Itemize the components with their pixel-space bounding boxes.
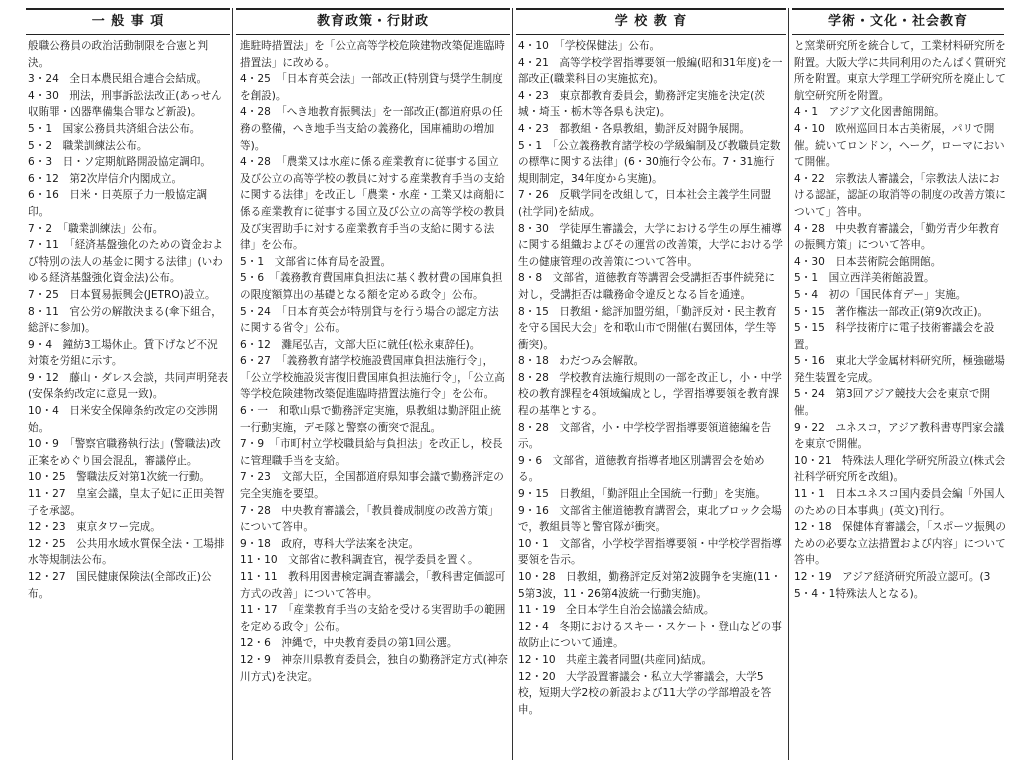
chronology-entry: 10・9 「警察官職務執行法」(警職法)改正案をめぐり国会混乱，審議停止。 bbox=[28, 438, 221, 467]
chronology-entry: 進駐時措置法」を「公立高等学校危険建物改築促進臨時措置法」に改める。 bbox=[240, 40, 505, 69]
chronology-entry: 4・23 東京都教育委員会，勤務評定実施を決定(茨城・埼玉・栃木等各県も決定)。 bbox=[518, 89, 765, 119]
chronology-entry: 5・24 「日本育英会が特別貸与を行う場合の認定方法に関する省令」公布。 bbox=[240, 305, 499, 335]
header-general: 一 般 事 項 bbox=[26, 8, 230, 35]
column-divider bbox=[232, 8, 233, 760]
chronology-entry: 9・4 鐘紡3工場休止。賃下げなど不況対策を労組に示す。 bbox=[28, 338, 218, 368]
chronology-entry: 12・19 アジア経済研究所設立認可。(35・4・1特殊法人となる)。 bbox=[794, 571, 991, 600]
chronology-entry: 10・1 文部省，小学校学習指導要領・中学校学習指導要領を告示。 bbox=[518, 537, 782, 567]
column-culture bbox=[794, 38, 1006, 760]
chronology-entry: 10・4 日米安全保障条約改定の交渉開始。 bbox=[28, 405, 218, 434]
chronology-entry: 6・12 第2次岸信介内閣成立。 bbox=[28, 172, 183, 185]
chronology-entry: 12・23 東京タワー完成。 bbox=[28, 521, 161, 534]
chronology-entry: 4・30 日本芸術院会館開館。 bbox=[794, 255, 942, 268]
header-school: 学 校 教 育 bbox=[516, 8, 786, 35]
chronology-entry: 4・10 「学校保健法」公布。 bbox=[518, 40, 661, 52]
chronology-entry: 12・6 沖縄で，中央教育委員の第1回公選。 bbox=[240, 637, 458, 650]
chronology-entry: 4・28 「農業又は水産に係る産業教育に従事する国立及び公立の高等学校の教員に対する産業教育手当の支給に関する法律」を改正し「農業・水産・工業又は商船に係る産業教育に従事する国立及び公立の高等学校の教員及び実習助手に対する産業教育手当の支給に関する法律」を公布。 bbox=[240, 156, 505, 252]
chronology-entry: 11・1 日本ユネスコ国内委員会編「外国人のための日本事典」(英文)刊行。 bbox=[794, 488, 1005, 517]
column-school bbox=[518, 38, 784, 760]
chronology-entry: 4・25 「日本育英会法」一部改正(特別貸与奨学生制度を創設)。 bbox=[240, 73, 503, 102]
chronology-entry: 9・6 文部省，道徳教育指導者地区別講習会を始める。 bbox=[518, 454, 765, 484]
chronology-entry: 4・30 刑法，刑事訴訟法改正(あっせん収賄罪・凶器準備集合罪など新設)。 bbox=[28, 89, 222, 119]
chronology-entry: 7・26 反戦学同を改組して，日本社会主義学生同盟(社学同)を結成。 bbox=[518, 189, 772, 218]
chronology-entry: 7・2 「職業訓練法」公布。 bbox=[28, 222, 164, 235]
chronology-entry: 5・16 東北大学金属材料研究所，極強磁場発生装置を完成。 bbox=[794, 355, 1005, 384]
chronology-entry: 10・25 警職法反対第1次統一行動。 bbox=[28, 471, 211, 484]
chronology-entry: 7・23 文部大臣，全国都道府県知事会議で勤務評定の完全実施を要望。 bbox=[240, 471, 504, 501]
chronology-entry: 5・15 科学技術庁に電子技術審議会を設置。 bbox=[794, 322, 995, 351]
chronology-entry: 5・1 「公立義務教育諸学校の学級編制及び教職員定数の標準に関する法律」(6・30施行令公布。7・31施行規則制定，34年度から実施)。 bbox=[518, 139, 781, 185]
chronology-entry: 10・28 日教組，勤務評定反対第2波闘争を実施(11・5第3波，11・26第4波統一行動実施)。 bbox=[518, 571, 782, 600]
chronology-entry: 6・3 日・ソ定期航路開設協定調印。 bbox=[28, 156, 211, 169]
chronology-entry: 12・20 大学設置審議会・私立大学審議会，大学5校，短期大学2校の新設および11大学の学部増設を答申。 bbox=[518, 670, 772, 716]
chronology-entry: 5・6 「義務教育費国庫負担法に基く教材費の国庫負担の限度額算出の基礎となる額を定める政令」公布。 bbox=[240, 272, 503, 301]
chronology-entry: 9・16 文部省主催道徳教育講習会，東北ブロック会場で，教組員等と警官隊が衝突。 bbox=[518, 504, 782, 534]
chronology-entry: 12・18 保健体育審議会，「スポーツ振興のための必要な立法措置および内容」について答申。 bbox=[794, 521, 1006, 567]
chronology-entry: 5・1 文部省に体育局を設置。 bbox=[240, 255, 392, 268]
chronology-entry: 5・1 国家公務員共済組合法公布。 bbox=[28, 122, 201, 135]
chronology-entry: 9・18 政府，専科大学法案を決定。 bbox=[240, 537, 420, 550]
chronology-entry: 4・10 欧州巡回日本古美術展，パリで開催。続いてロンドン，ヘーグ，ローマにおいて開催。 bbox=[794, 122, 1005, 169]
chronology-entry: 6・27 「義務教育諸学校施設費国庫負担法施行令」，「公立学校施設災害復旧費国庫負担法施行令」，「公立高等学校危険建物改築促進臨時措置法施行令」を公布。 bbox=[240, 355, 505, 401]
chronology-entry: 5・24 第3回アジア競技大会を東京で開催。 bbox=[794, 388, 991, 418]
chronology-entry: 4・1 アジア文化図書館開館。 bbox=[794, 106, 945, 119]
chronology-entry: 10・21 特殊法人理化学研究所設立(株式会社科学研究所を改組)。 bbox=[794, 454, 1006, 484]
chronology-entry: 6・12 灘尾弘吉，文部大臣に就任(松永東辞任)。 bbox=[240, 338, 481, 351]
chronology-entry: 7・11 「経済基盤強化のための資金および特別の法人の基金に関する法律」(いわゆる経済基盤強化資金法)公布。 bbox=[28, 239, 224, 285]
chronology-entry: 4・23 都教組・各県教組，勤評反対闘争展開。 bbox=[518, 122, 751, 135]
chronology-entry: 11・27 皇室会議，皇太子妃に正田美智子を承認。 bbox=[28, 488, 225, 517]
chronology-entry: 4・21 高等学校学習指導要領一般編(昭和31年度)を一部改正(職業科目の実施拡充)。 bbox=[518, 56, 783, 86]
chronology-entry: 3・24 全日本農民組合連合会結成。 bbox=[28, 73, 208, 86]
chronology-entry: 11・10 文部省に教科調査官，視学委員を置く。 bbox=[240, 554, 479, 567]
column-policy bbox=[240, 38, 508, 760]
chronology-entry: 11・11 教科用図書検定調査審議会，「教科書定価認可方式の改善」について答申。 bbox=[240, 571, 506, 600]
header-policy: 教育政策・行財政 bbox=[236, 8, 510, 35]
chronology-entry: 8・30 学徒厚生審議会，大学における学生の厚生補導に関する組織およびその運営の改善策，大学における学生の健康管理の改善策について答申。 bbox=[518, 222, 783, 268]
chronology-entry: 12・4 冬期におけるスキー・スケート・登山などの事故防止について通達。 bbox=[518, 620, 782, 650]
chronology-entry: 11・19 全日本学生自治会協議会結成。 bbox=[518, 604, 715, 617]
chronology-entry: 12・27 国民健康保険法(全部改正)公布。 bbox=[28, 571, 212, 600]
chronology-entry: 8・8 文部省，道徳教育等講習会受講拒否事件続発に対し，受講拒否は職務命令違反となる旨を通達。 bbox=[518, 272, 776, 301]
chronology-entry: 7・9 「市町村立学校職員給与負担法」を改正し，校長に管理職手当を支給。 bbox=[240, 438, 503, 467]
chronology-entry: 8・11 官公労の解散決まる(傘下組合，総評に参加)。 bbox=[28, 305, 222, 335]
chronology-entry: 12・10 共産主義者同盟(共産同)結成。 bbox=[518, 653, 713, 666]
chronology-entry: 7・28 中央教育審議会，「教員養成制度の改善方策」について答申。 bbox=[240, 504, 499, 534]
header-culture: 学術・文化・社会教育 bbox=[792, 8, 1004, 35]
chronology-entry: 6・16 日米・日英原子力一般協定調印。 bbox=[28, 189, 208, 218]
chronology-entry: と窯業研究所を統合して，工業材料研究所を附置。大阪大学に共同利用のたんぱく質研究所を附置。東京大学理工学研究所を廃止して航空研究所を附置。 bbox=[794, 40, 1006, 102]
chronology-entry: 4・28 中央教育審議会，「勤労青少年教育の振興方策」について答申。 bbox=[794, 222, 1000, 252]
chronology-entry: 般職公務員の政治活動制限を合憲と判決。 bbox=[28, 40, 209, 69]
chronology-entry: 5・1 国立西洋美術館設置。 bbox=[794, 272, 935, 285]
chronology-entry: 4・22 宗教法人審議会，「宗教法人法における認証，認証の取消等の制度の改善方策について」答申。 bbox=[794, 172, 1006, 218]
chronology-entry: 9・12 藤山・ダレス会談，共同声明発表(安保条約改定に意見一致)。 bbox=[28, 371, 228, 401]
chronology-entry: 12・9 神奈川県教育委員会，独自の勤務評定方式(神奈川方式)を決定。 bbox=[240, 653, 508, 683]
chronology-entry: 4・28 「へき地教育振興法」を一部改正(都道府県の任務の整備，へき地手当支給の義務化，国庫補助の増加等)。 bbox=[240, 106, 503, 152]
column-divider bbox=[788, 8, 789, 760]
chronology-entry: 11・17 「産業教育手当の支給を受ける実習助手の範囲を定める政令」公布。 bbox=[240, 604, 506, 633]
chronology-entry: 5・4 初の「国民体育デー」実施。 bbox=[794, 288, 967, 301]
chronology-entry: 6・一 和歌山県で勤務評定実施，県教組は勤評阻止統一行動実施，デモ隊と警察の衝突で混乱。 bbox=[240, 405, 501, 434]
chronology-entry: 5・2 職業訓練法公布。 bbox=[28, 139, 148, 152]
chronology-entry: 9・22 ユネスコ，アジア教科書専門家会議を東京で開催。 bbox=[794, 421, 1005, 451]
chronology-entry: 5・15 著作権法一部改正(第9次改正)。 bbox=[794, 305, 989, 318]
chronology-entry: 8・28 学校教育法施行規則の一部を改正し，小・中学校の教育課程を4領域編成とし，学習指導要領を教育課程の基準とする。 bbox=[518, 371, 782, 418]
column-general bbox=[28, 38, 228, 760]
chronology-entry: 8・15 日教組・総評加盟労組，「勤評反対・民主教育を守る国民大会」を和歌山市で開催(右翼団体，学生等衝突)。 bbox=[518, 305, 777, 351]
chronology-entry: 8・18 わだつみ会解散。 bbox=[518, 355, 645, 368]
chronology-entry: 7・25 日本貿易振興会(JETRO)設立。 bbox=[28, 288, 216, 301]
chronology-entry: 8・28 文部省，小・中学校学習指導要領道徳編を告示。 bbox=[518, 421, 772, 451]
chronology-entry: 12・25 公共用水域水質保全法・工場排水等規制法公布。 bbox=[28, 537, 225, 567]
column-divider bbox=[512, 8, 513, 760]
chronology-entry: 9・15 日教組，「勤評阻止全国統一行動」を実施。 bbox=[518, 488, 766, 501]
